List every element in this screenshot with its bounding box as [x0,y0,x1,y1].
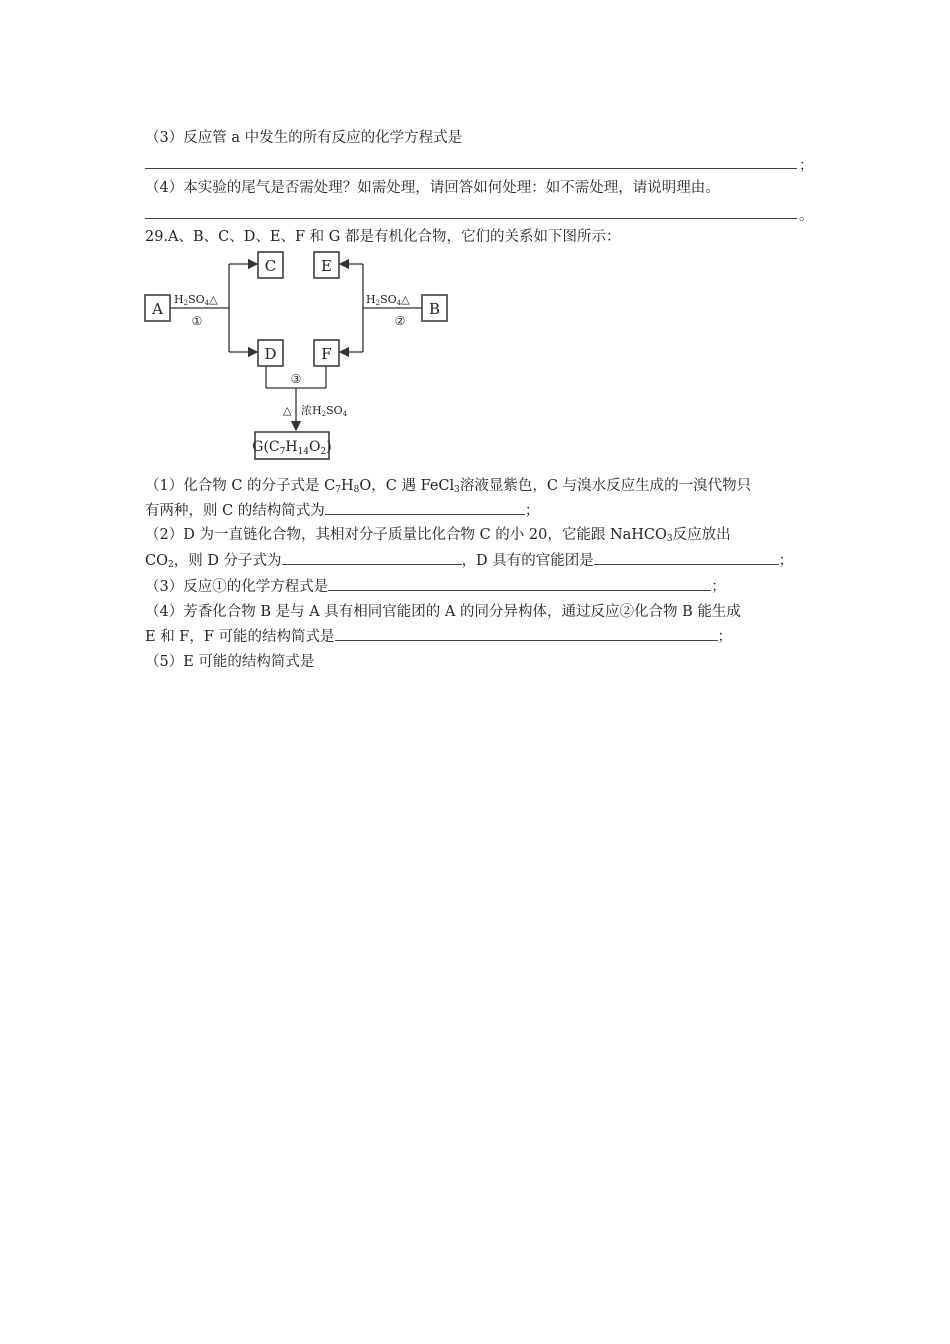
box-b [422,295,447,321]
svg-text:G(C7H14O2): $G(C_7H_{14}O_2)$ [252,439,332,457]
q29-part2-line1: （2）D 为一直链化合物，其相对分子质量比化合物 C 的小 20，它能跟 NaHCO$_3$反应放出 [145,527,731,544]
reaction-3-number: ③ [290,372,302,386]
reaction-1-connector [170,264,257,352]
q28-part4-answer-line[interactable] [145,218,797,219]
q29-part1-answer-blank[interactable] [325,498,525,515]
box-c [258,252,283,278]
svg-text:A: A [152,300,163,318]
q29-part2-group-blank[interactable] [594,548,779,565]
svg-text:B: B [428,300,441,318]
reaction-3-condition: 浓H2SO4 [301,404,348,418]
box-f [314,340,339,366]
reaction-1-condition: H2SO4△ [174,293,218,307]
svg-text:F: F [321,345,332,363]
q28-part4-text: （4）本实验的尾气是否需处理？如需处理，请回答如何处理：如不需处理，请说明理由。 [145,180,720,196]
reaction-2-connector [340,264,422,352]
reaction-2-number: ② [394,314,406,328]
box-a [145,295,170,321]
svg-text:D: D [264,345,277,363]
q29-part4-answer-blank[interactable] [335,624,718,641]
q29-part2-formula-blank[interactable] [282,548,462,565]
svg-text:E: E [321,257,332,275]
q28-part3-answer-line[interactable] [145,168,797,169]
q28-part3-text: （3）反应管 a 中发生的所有反应的化学方程式是 [145,130,463,146]
q29-part4-line2: E 和 F，F 可能的结构简式是 ； [145,624,732,649]
q29-part1-line1: （1）化合物 C 的分子式是 $C_7H_8O$，C 遇 FeCl$_3$溶液显紫色，C 与溴水反应生成的一溴代物只 [145,478,752,495]
q29-part5: （5）E 可能的结构简式是 [145,654,315,670]
reaction-3-heat: △ [283,404,292,417]
reaction-2-condition: H2SO4△ [366,293,410,307]
box-d [258,340,283,366]
reaction-diagram [142,248,462,463]
q29-part4-line1: （4）芳香化合物 B 是与 A 具有相同官能团的 A 的同分异构体，通过反应②化合物 B 能生成 [145,604,741,620]
reaction-1-number: ① [191,314,203,328]
box-g [252,432,331,459]
q28-part4-end: 。 [799,208,814,224]
q29-part1-line2: 有两种，则 C 的结构简式为 ； [145,498,539,523]
svg-text:C: C [264,257,277,275]
q29-part3: （3）反应①的化学方程式是 ； [145,574,726,599]
box-e [314,252,339,278]
q29-intro: 29.A、B、C、D、E、F 和 G 都是有机化合物，它们的关系如下图所示： [145,229,621,245]
q29-part2-line2: $CO_2$，则 D 分子式为 ，D 具有的官能团是 ； [145,548,793,573]
q28-part3-end: ； [799,158,814,174]
q29-part3-answer-blank[interactable] [328,574,711,591]
